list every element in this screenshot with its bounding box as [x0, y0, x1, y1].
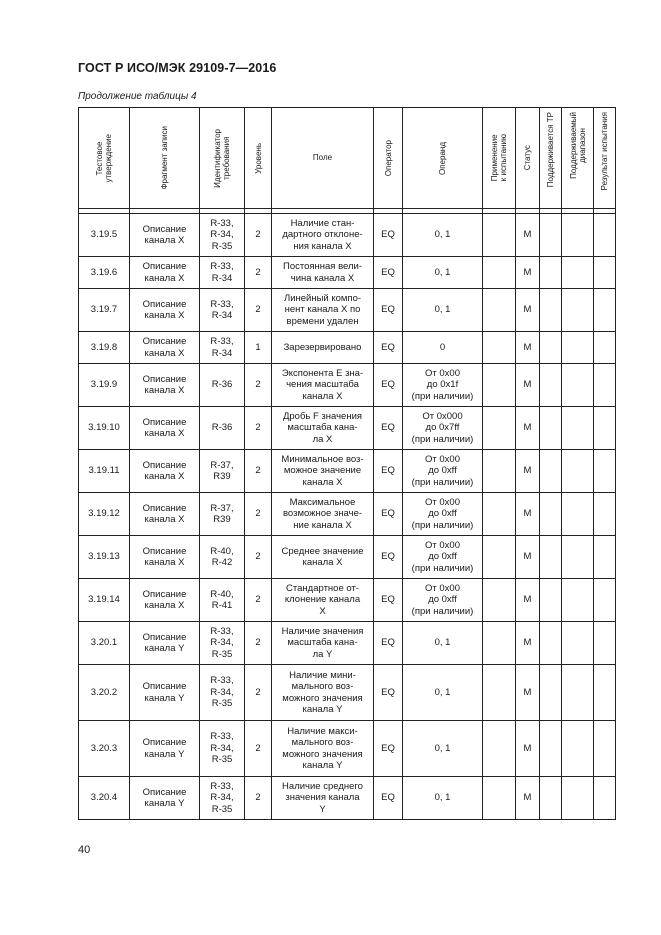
field-cell: Наличие значения масштаба кана- ла Y: [272, 622, 374, 665]
status-cell: M: [516, 622, 540, 665]
range-cell: [562, 665, 594, 721]
applicability-cell: [483, 721, 516, 777]
operator-cell: EQ: [374, 364, 403, 407]
range-cell: [562, 257, 594, 289]
table-row: [79, 257, 616, 289]
field-cell: Стандартное от- клонение канала X: [272, 579, 374, 622]
status-cell: M: [516, 289, 540, 332]
operator-cell: EQ: [374, 289, 403, 332]
operator-cell: EQ: [374, 579, 403, 622]
table-row: [79, 214, 616, 257]
applicability-cell: [483, 536, 516, 579]
operator-cell: EQ: [374, 777, 403, 820]
applicability-cell: [483, 289, 516, 332]
level-cell: 2: [245, 493, 272, 536]
supported-cell: [540, 493, 562, 536]
header-cell-range: Поддерживаемый диапазон: [562, 108, 594, 209]
supported-cell: [540, 721, 562, 777]
range-cell: [562, 214, 594, 257]
header-cell-requirement: Идентификатор требования: [200, 108, 245, 209]
operand-cell: 0: [403, 332, 483, 364]
header-cell-assertion: Тестовое утверждение: [79, 108, 130, 209]
range-cell: [562, 364, 594, 407]
operand-cell: От 0x00 до 0xff (при наличии): [403, 579, 483, 622]
fragment-cell: Описание канала X: [130, 257, 200, 289]
header-cell-field: Поле: [272, 108, 374, 209]
page-number: 40: [78, 844, 91, 856]
status-cell: M: [516, 332, 540, 364]
result-cell: [594, 622, 616, 665]
status-cell: M: [516, 364, 540, 407]
supported-cell: [540, 407, 562, 450]
result-cell: [594, 289, 616, 332]
header-cell-level: Уровень: [245, 108, 272, 209]
fragment-cell: Описание канала X: [130, 579, 200, 622]
table-row: [79, 493, 616, 536]
status-cell: M: [516, 579, 540, 622]
status-cell: M: [516, 450, 540, 493]
applicability-cell: [483, 257, 516, 289]
operand-cell: 0, 1: [403, 777, 483, 820]
level-cell: 2: [245, 721, 272, 777]
status-cell: M: [516, 536, 540, 579]
header-cell-supported: Поддерживается TP: [540, 108, 562, 209]
level-cell: 2: [245, 536, 272, 579]
table-row: [79, 721, 616, 777]
result-cell: [594, 579, 616, 622]
requirement-cell: R-33, R-34, R-35: [200, 721, 245, 777]
operator-cell: EQ: [374, 332, 403, 364]
requirement-cell: R-33, R-34: [200, 332, 245, 364]
result-cell: [594, 721, 616, 777]
fragment-cell: Описание канала X: [130, 536, 200, 579]
field-cell: Наличие мини- мального воз- можного значения канала Y: [272, 665, 374, 721]
requirement-cell: R-40, R-41: [200, 579, 245, 622]
level-cell: 2: [245, 214, 272, 257]
assertion-cell: 3.19.7: [79, 289, 130, 332]
header-cell-result: Результат испытания: [594, 108, 616, 209]
result-cell: [594, 665, 616, 721]
fragment-cell: Описание канала Y: [130, 777, 200, 820]
range-cell: [562, 777, 594, 820]
result-cell: [594, 214, 616, 257]
requirement-cell: R-40, R-42: [200, 536, 245, 579]
document-title: ГОСТ Р ИСО/МЭК 29109-7—2016: [78, 61, 277, 75]
applicability-cell: [483, 364, 516, 407]
table-row: [79, 332, 616, 364]
supported-cell: [540, 257, 562, 289]
operand-cell: 0, 1: [403, 622, 483, 665]
status-cell: M: [516, 407, 540, 450]
level-cell: 2: [245, 665, 272, 721]
assertion-cell: 3.19.6: [79, 257, 130, 289]
supported-cell: [540, 665, 562, 721]
operator-cell: EQ: [374, 450, 403, 493]
field-cell: Постоянная вели- чина канала X: [272, 257, 374, 289]
fragment-cell: Описание канала X: [130, 214, 200, 257]
field-cell: Зарезервировано: [272, 332, 374, 364]
supported-cell: [540, 214, 562, 257]
level-cell: 2: [245, 450, 272, 493]
table-row: [79, 579, 616, 622]
range-cell: [562, 450, 594, 493]
field-cell: Дробь F значения масштаба кана- ла X: [272, 407, 374, 450]
requirement-cell: R-33, R-34, R-35: [200, 214, 245, 257]
level-cell: 2: [245, 622, 272, 665]
field-cell: Среднее значение канала X: [272, 536, 374, 579]
table-row: [79, 407, 616, 450]
field-cell: Экспонента E зна- чения масштаба канала X: [272, 364, 374, 407]
applicability-cell: [483, 214, 516, 257]
requirement-cell: R-33, R-34, R-35: [200, 777, 245, 820]
header-cell-operator: Оператор: [374, 108, 403, 209]
level-cell: 2: [245, 579, 272, 622]
requirement-cell: R-33, R-34: [200, 257, 245, 289]
requirement-cell: R-33, R-34, R-35: [200, 622, 245, 665]
applicability-cell: [483, 450, 516, 493]
range-cell: [562, 289, 594, 332]
field-cell: Линейный компо- нент канала X по времени удален: [272, 289, 374, 332]
operand-cell: От 0x00 до 0x1f (при наличии): [403, 364, 483, 407]
level-cell: 2: [245, 364, 272, 407]
supported-cell: [540, 364, 562, 407]
requirement-cell: R-33, R-34, R-35: [200, 665, 245, 721]
table-body: [79, 209, 616, 820]
operand-cell: От 0x00 до 0xff (при наличии): [403, 450, 483, 493]
assertion-cell: 3.19.11: [79, 450, 130, 493]
fragment-cell: Описание канала Y: [130, 665, 200, 721]
status-cell: M: [516, 721, 540, 777]
field-cell: Наличие стан- дартного отклоне- ния канала X: [272, 214, 374, 257]
requirement-cell: R-33, R-34: [200, 289, 245, 332]
requirement-cell: R-36: [200, 364, 245, 407]
table-row: [79, 622, 616, 665]
operand-cell: От 0x00 до 0xff (при наличии): [403, 493, 483, 536]
operator-cell: EQ: [374, 622, 403, 665]
requirement-cell: R-36: [200, 407, 245, 450]
range-cell: [562, 332, 594, 364]
applicability-cell: [483, 579, 516, 622]
supported-cell: [540, 289, 562, 332]
field-cell: Наличие среднего значения канала Y: [272, 777, 374, 820]
supported-cell: [540, 450, 562, 493]
status-cell: M: [516, 665, 540, 721]
assertion-cell: 3.19.9: [79, 364, 130, 407]
fragment-cell: Описание канала Y: [130, 622, 200, 665]
operator-cell: EQ: [374, 407, 403, 450]
assertion-cell: 3.19.5: [79, 214, 130, 257]
applicability-cell: [483, 407, 516, 450]
assertion-cell: 3.19.10: [79, 407, 130, 450]
header-cell-status: Статус: [516, 108, 540, 209]
assertion-cell: 3.20.1: [79, 622, 130, 665]
level-cell: 2: [245, 289, 272, 332]
applicability-cell: [483, 777, 516, 820]
operand-cell: 0, 1: [403, 289, 483, 332]
requirement-cell: R-37, R39: [200, 450, 245, 493]
operand-cell: От 0x00 до 0xff (при наличии): [403, 536, 483, 579]
supported-cell: [540, 332, 562, 364]
status-cell: M: [516, 214, 540, 257]
result-cell: [594, 777, 616, 820]
range-cell: [562, 622, 594, 665]
table-row: [79, 364, 616, 407]
header-cell-operand: Операнд: [403, 108, 483, 209]
result-cell: [594, 493, 616, 536]
assertion-cell: 3.20.2: [79, 665, 130, 721]
result-cell: [594, 450, 616, 493]
supported-cell: [540, 536, 562, 579]
assertion-cell: 3.19.8: [79, 332, 130, 364]
fragment-cell: Описание канала X: [130, 332, 200, 364]
result-cell: [594, 332, 616, 364]
header-row: [79, 108, 616, 209]
result-cell: [594, 407, 616, 450]
operator-cell: EQ: [374, 214, 403, 257]
status-cell: M: [516, 777, 540, 820]
assertion-cell: 3.19.13: [79, 536, 130, 579]
table-row: [79, 450, 616, 493]
header-cell-applicability: Применение к испытанию: [483, 108, 516, 209]
applicability-cell: [483, 665, 516, 721]
fragment-cell: Описание канала X: [130, 493, 200, 536]
applicability-cell: [483, 493, 516, 536]
assertion-cell: 3.20.3: [79, 721, 130, 777]
field-cell: Минимальное воз- можное значение канала X: [272, 450, 374, 493]
operator-cell: EQ: [374, 536, 403, 579]
level-cell: 1: [245, 332, 272, 364]
supported-cell: [540, 622, 562, 665]
level-cell: 2: [245, 777, 272, 820]
applicability-cell: [483, 622, 516, 665]
level-cell: 2: [245, 407, 272, 450]
spec-table: [78, 107, 616, 820]
level-cell: 2: [245, 257, 272, 289]
table-row: [79, 289, 616, 332]
operator-cell: EQ: [374, 665, 403, 721]
result-cell: [594, 536, 616, 579]
supported-cell: [540, 777, 562, 820]
table-row: [79, 665, 616, 721]
assertion-cell: 3.20.4: [79, 777, 130, 820]
operand-cell: 0, 1: [403, 665, 483, 721]
applicability-cell: [483, 332, 516, 364]
status-cell: M: [516, 257, 540, 289]
field-cell: Максимальное возможное значе- ние канала X: [272, 493, 374, 536]
operand-cell: 0, 1: [403, 257, 483, 289]
supported-cell: [540, 579, 562, 622]
operand-cell: От 0x000 до 0x7ff (при наличии): [403, 407, 483, 450]
fragment-cell: Описание канала Y: [130, 721, 200, 777]
assertion-cell: 3.19.12: [79, 493, 130, 536]
table-caption: Продолжение таблицы 4: [78, 91, 197, 102]
range-cell: [562, 407, 594, 450]
result-cell: [594, 257, 616, 289]
range-cell: [562, 579, 594, 622]
result-cell: [594, 364, 616, 407]
fragment-cell: Описание канала X: [130, 364, 200, 407]
table-row: [79, 777, 616, 820]
range-cell: [562, 721, 594, 777]
operator-cell: EQ: [374, 493, 403, 536]
fragment-cell: Описание канала X: [130, 407, 200, 450]
header-cell-fragment: Фрагмент записи: [130, 108, 200, 209]
field-cell: Наличие макси- мального воз- можного значения канала Y: [272, 721, 374, 777]
fragment-cell: Описание канала X: [130, 450, 200, 493]
table-row: [79, 536, 616, 579]
operator-cell: EQ: [374, 257, 403, 289]
range-cell: [562, 493, 594, 536]
range-cell: [562, 536, 594, 579]
status-cell: M: [516, 493, 540, 536]
requirement-cell: R-37, R39: [200, 493, 245, 536]
operand-cell: 0, 1: [403, 721, 483, 777]
assertion-cell: 3.19.14: [79, 579, 130, 622]
operator-cell: EQ: [374, 721, 403, 777]
operand-cell: 0, 1: [403, 214, 483, 257]
fragment-cell: Описание канала X: [130, 289, 200, 332]
